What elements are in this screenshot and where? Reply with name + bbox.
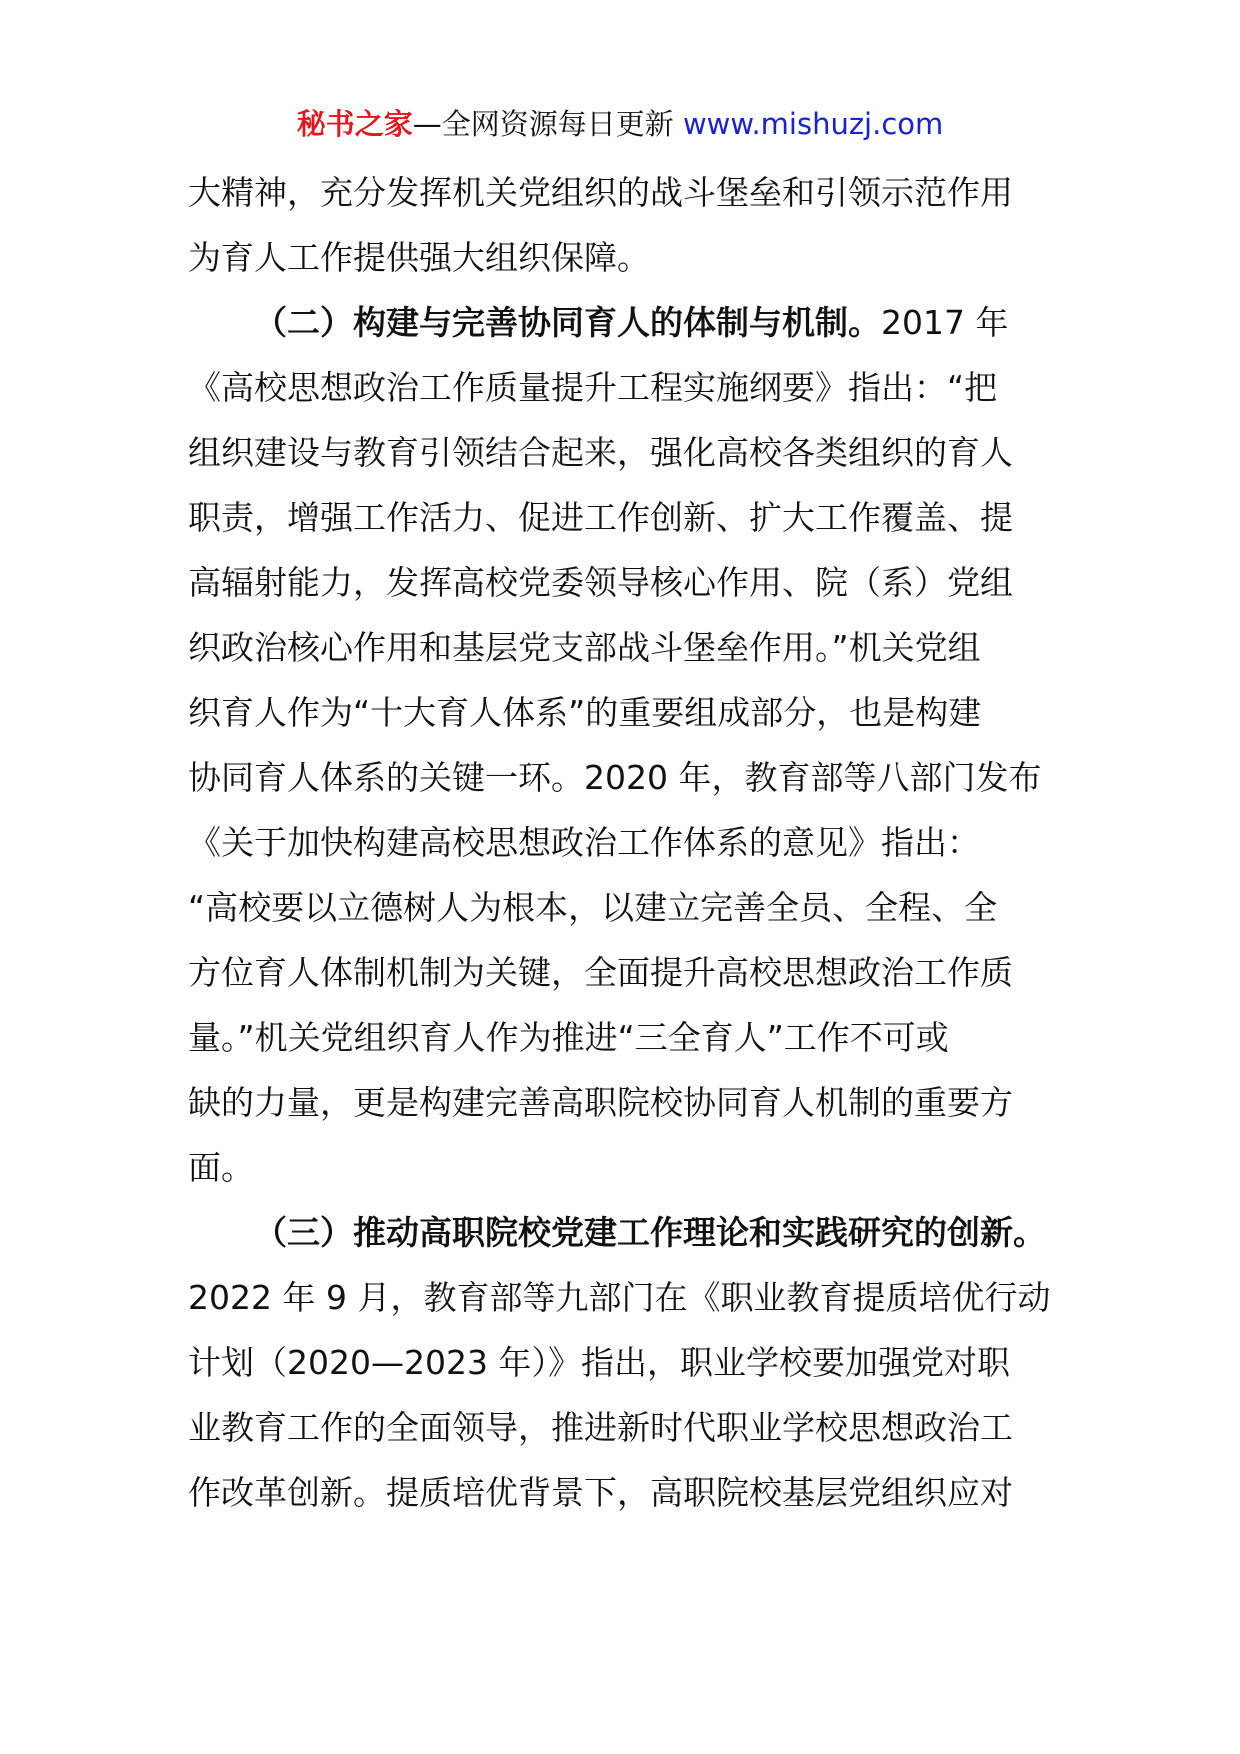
site-url-link[interactable]: www.mishuzj.com bbox=[682, 107, 944, 141]
text-line bbox=[188, 225, 1054, 290]
section-heading-line bbox=[188, 1200, 1054, 1265]
text-line bbox=[188, 875, 1054, 940]
section-heading: （二）构建与完善协同育人的体制与机制。 bbox=[254, 303, 881, 342]
line-text: 织育人作为“十大育人体系”的重要组成部分，也是构建 bbox=[188, 693, 982, 732]
line-text: 缺的力量，更是构建完善高职院校协同育人机制的重要方 bbox=[188, 1083, 1013, 1122]
text-line bbox=[188, 810, 1054, 875]
text-line bbox=[188, 1135, 1054, 1200]
section-heading-line bbox=[188, 290, 1054, 355]
site-tagline: —全网资源每日更新 bbox=[412, 107, 683, 141]
line-text: 面。 bbox=[188, 1148, 254, 1187]
text-line bbox=[188, 355, 1054, 420]
text-line bbox=[188, 1265, 1054, 1330]
text-line bbox=[188, 940, 1054, 1005]
text-line bbox=[188, 745, 1054, 810]
document-body bbox=[188, 160, 1054, 1525]
line-text: 高辐射能力，发挥高校党委领导核心作用、院（系）党组 bbox=[188, 563, 1013, 602]
line-text: 为育人工作提供强大组织保障。 bbox=[188, 238, 650, 277]
line-text: “高校要以立德树人为根本，以建立完善全员、全程、全 bbox=[188, 888, 998, 927]
line-text: 方位育人体制机制为关键，全面提升高校思想政治工作质 bbox=[188, 953, 1013, 992]
site-header bbox=[0, 102, 1240, 146]
text-line bbox=[188, 1330, 1054, 1395]
line-text: 组织建设与教育引领结合起来，强化高校各类组织的育人 bbox=[188, 433, 1013, 472]
text-line bbox=[188, 1005, 1054, 1070]
text-line bbox=[188, 420, 1054, 485]
text-line bbox=[188, 550, 1054, 615]
text-line bbox=[188, 1460, 1054, 1525]
line-text: 业教育工作的全面领导，推进新时代职业学校思想政治工 bbox=[188, 1408, 1013, 1447]
line-text: 协同育人体系的关键一环。2020 年，教育部等八部门发布 bbox=[188, 758, 1042, 797]
site-name: 秘书之家 bbox=[296, 107, 413, 141]
section-heading: （三）推动高职院校党建工作理论和实践研究的创新。 bbox=[254, 1213, 1046, 1252]
line-text: 职责，增强工作活力、促进工作创新、扩大工作覆盖、提 bbox=[188, 498, 1013, 537]
line-text: 作改革创新。提质培优背景下，高职院校基层党组织应对 bbox=[188, 1473, 1013, 1512]
line-text: 2017 年 bbox=[881, 303, 1009, 342]
line-text: 2022 年 9 月，教育部等九部门在《职业教育提质培优行动 bbox=[188, 1278, 1051, 1317]
line-text: 《高校思想政治工作质量提升工程实施纲要》指出：“把 bbox=[188, 368, 998, 407]
text-line bbox=[188, 1070, 1054, 1135]
line-text: 大精神，充分发挥机关党组织的战斗堡垒和引领示范作用 bbox=[188, 173, 1013, 212]
text-line bbox=[188, 160, 1054, 225]
line-text: 量。”机关党组织育人作为推进“三全育人”工作不可或 bbox=[188, 1018, 949, 1057]
line-text: 《关于加快构建高校思想政治工作体系的意见》指出： bbox=[188, 823, 980, 862]
text-line bbox=[188, 615, 1054, 680]
line-text: 计划（2020—2023 年）》指出，职业学校要加强党对职 bbox=[188, 1343, 1010, 1382]
text-line bbox=[188, 485, 1054, 550]
line-text: 织政治核心作用和基层党支部战斗堡垒作用。”机关党组 bbox=[188, 628, 981, 667]
text-line bbox=[188, 680, 1054, 745]
text-line bbox=[188, 1395, 1054, 1460]
